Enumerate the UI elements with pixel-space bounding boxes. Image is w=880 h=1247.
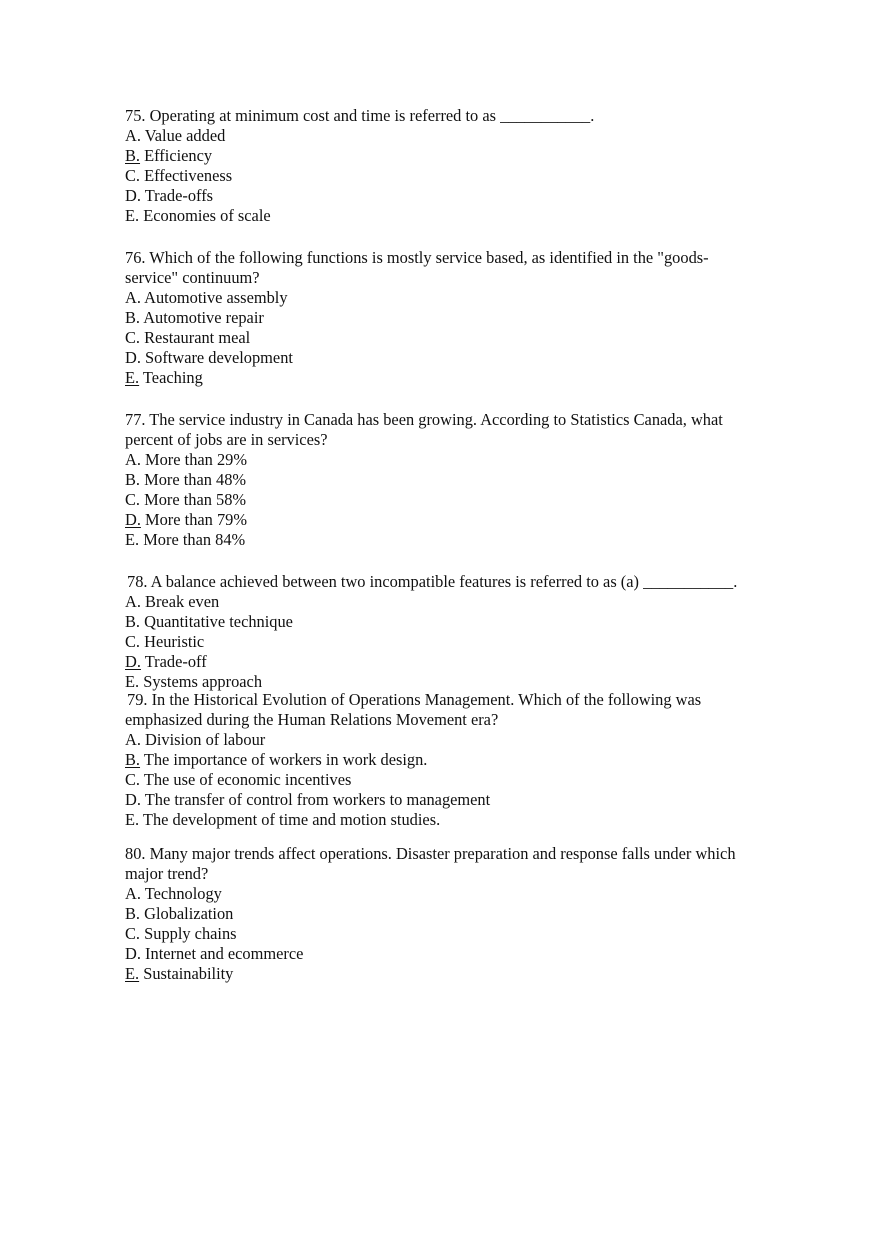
answer-choice-d <box>125 652 787 672</box>
choice-letter: C. <box>125 632 141 651</box>
choice-text: Efficiency <box>140 146 213 165</box>
answer-choice-b <box>125 470 785 490</box>
choice-text: More than 48% <box>140 470 247 489</box>
answer-choice-e <box>125 810 787 830</box>
choice-letter: D. <box>125 186 141 205</box>
question-79 <box>127 690 787 830</box>
choice-letter: C. <box>125 924 141 943</box>
answer-choice-c <box>125 490 785 510</box>
choice-letter: E. <box>125 672 140 691</box>
choice-letter: C. <box>125 490 141 509</box>
choice-letter: A. <box>125 884 141 903</box>
choice-text: The use of economic incentives <box>140 770 352 789</box>
choice-letter-correct: B. <box>125 750 141 769</box>
choice-text: Technology <box>140 884 222 903</box>
choice-letter: A. <box>125 126 141 145</box>
choice-letter: D. <box>125 944 141 963</box>
answer-choice-a <box>125 288 785 308</box>
choice-text: Economies of scale <box>139 206 271 225</box>
question-78 <box>127 572 787 692</box>
answer-choice-c <box>125 328 785 348</box>
choice-text: The importance of workers in work design. <box>140 750 428 769</box>
choice-letter: D. <box>125 790 141 809</box>
question-76 <box>125 248 785 388</box>
choice-text: Trade-off <box>140 652 207 671</box>
choice-text: Automotive assembly <box>140 288 288 307</box>
answer-choice-e <box>125 530 785 550</box>
choice-letter: E. <box>125 810 140 829</box>
choice-text: Trade-offs <box>140 186 214 205</box>
answer-choice-a <box>125 126 785 146</box>
choice-letter: C. <box>125 166 141 185</box>
choice-letter: A. <box>125 450 141 469</box>
choice-letter: B. <box>125 904 141 923</box>
answer-choice-a <box>125 450 785 470</box>
choice-letter: D. <box>125 348 141 367</box>
choice-text: Software development <box>140 348 293 367</box>
answer-choice-a <box>125 592 787 612</box>
answer-choice-d <box>125 944 785 964</box>
choice-text: More than 79% <box>140 510 247 529</box>
question-stem-line-2: emphasized during the Human Relations Movement era? <box>125 710 499 729</box>
choice-letter: E. <box>125 206 140 225</box>
answer-choice-b <box>125 146 785 166</box>
answer-choice-d <box>125 790 787 810</box>
question-stem-line-2: major trend? <box>125 864 209 883</box>
choice-text: The development of time and motion studies. <box>139 810 441 829</box>
choice-text: Division of labour <box>140 730 266 749</box>
answer-choice-d <box>125 510 785 530</box>
answer-choice-e <box>125 964 785 984</box>
question-stem-line-1: 77. The service industry in Canada has been growing. According to Statistics Canada, what <box>125 410 723 429</box>
answer-choice-c <box>125 166 785 186</box>
choice-letter-correct: D. <box>125 652 141 671</box>
choice-letter: C. <box>125 770 141 789</box>
choice-letter-correct: E. <box>125 964 140 983</box>
choice-letter: B. <box>125 470 141 489</box>
choice-text: The transfer of control from workers to management <box>140 790 491 809</box>
choice-letter-correct: D. <box>125 510 141 529</box>
choice-text: Quantitative technique <box>140 612 293 631</box>
choice-text: Break even <box>140 592 220 611</box>
choice-letter: A. <box>125 730 141 749</box>
answer-choice-b <box>125 750 787 770</box>
answer-choice-b <box>125 904 785 924</box>
choice-text: Sustainability <box>139 964 234 983</box>
choice-text: Automotive repair <box>140 308 264 327</box>
choice-letter: E. <box>125 530 140 549</box>
answer-choice-e <box>125 206 785 226</box>
answer-choice-c <box>125 924 785 944</box>
question-stem: 78. A balance achieved between two incompatible features is referred to as (a) ___________. <box>127 572 738 591</box>
choice-letter: B. <box>125 612 141 631</box>
answer-choice-b <box>125 612 787 632</box>
answer-choice-e <box>125 368 785 388</box>
question-stem-line-1: 76. Which of the following functions is mostly service based, as identified in the "goods- <box>125 248 709 267</box>
choice-letter-correct: B. <box>125 146 141 165</box>
answer-choice-c <box>125 770 787 790</box>
question-80 <box>125 844 785 984</box>
choice-text: Globalization <box>140 904 234 923</box>
choice-text: More than 84% <box>139 530 246 549</box>
choice-letter: C. <box>125 328 141 347</box>
choice-text: Systems approach <box>139 672 263 691</box>
choice-letter: A. <box>125 288 141 307</box>
question-stem-line-2: percent of jobs are in services? <box>125 430 328 449</box>
choice-text: Value added <box>140 126 226 145</box>
answer-choice-e <box>125 672 787 692</box>
choice-text: Heuristic <box>140 632 205 651</box>
choice-text: More than 29% <box>140 450 247 469</box>
answer-choice-a <box>125 730 787 750</box>
answer-choice-a <box>125 884 785 904</box>
choice-text: Internet and ecommerce <box>140 944 304 963</box>
choice-letter: B. <box>125 308 141 327</box>
choice-letter: A. <box>125 592 141 611</box>
answer-choice-c <box>125 632 787 652</box>
answer-choice-d <box>125 186 785 206</box>
choice-text: Restaurant meal <box>140 328 251 347</box>
choice-letter-correct: E. <box>125 368 140 387</box>
choice-text: More than 58% <box>140 490 247 509</box>
question-stem-line-1: 80. Many major trends affect operations. Disaster preparation and response falls under which <box>125 844 736 863</box>
question-stem-line-2: service" continuum? <box>125 268 260 287</box>
choice-text: Effectiveness <box>140 166 233 185</box>
question-stem-line-1: 79. In the Historical Evolution of Operations Management. Which of the following was <box>127 690 702 709</box>
answer-choice-b <box>125 308 785 328</box>
question-stem: 75. Operating at minimum cost and time is referred to as ___________. <box>125 106 595 125</box>
choice-text: Supply chains <box>140 924 237 943</box>
question-77 <box>125 410 785 550</box>
choice-text: Teaching <box>139 368 203 387</box>
answer-choice-d <box>125 348 785 368</box>
question-75 <box>125 106 785 226</box>
